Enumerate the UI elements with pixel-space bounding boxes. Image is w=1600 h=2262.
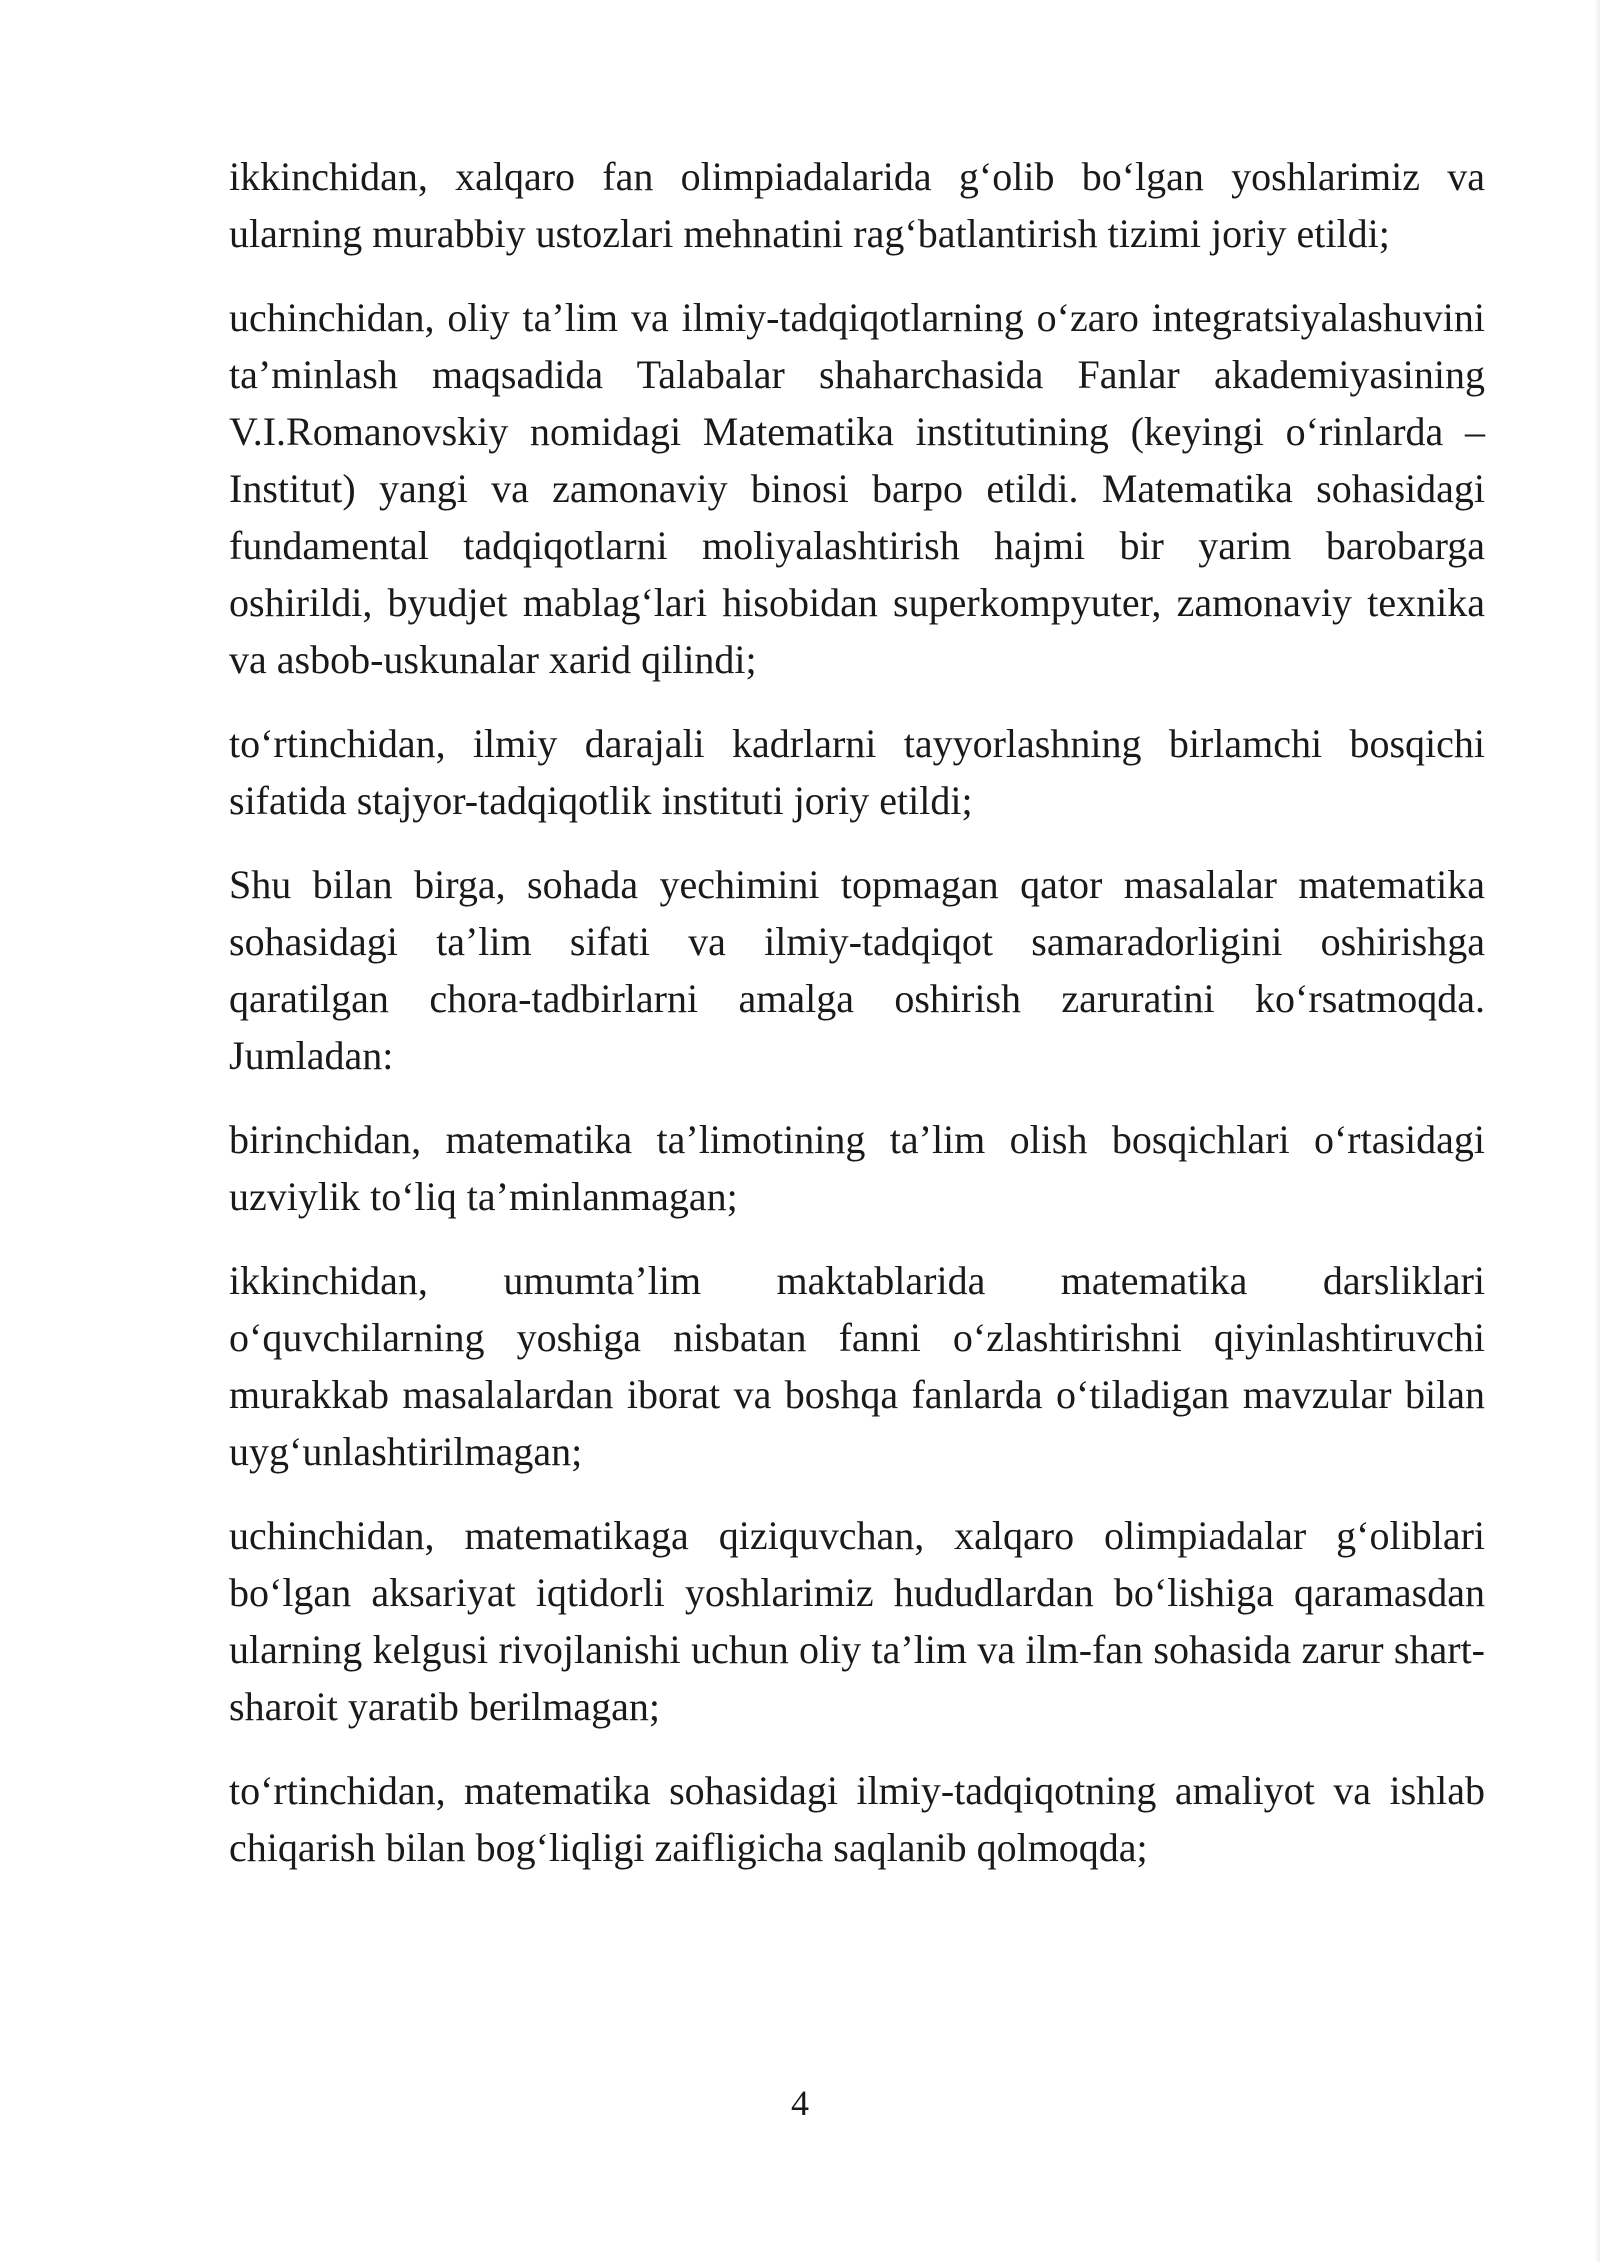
paragraph-8: to‘rtinchidan, matematika sohasidagi ilmiy-tadqiqotning amaliyot va ishlab chiqarish bilan bog‘liqligi zaifligicha saqlanib qolmoqda; (229, 1768, 1485, 1870)
paragraph-7: uchinchidan, matematikaga qiziquvchan, xalqaro olimpiadalar g‘oliblari bo‘lgan aksariyat iqtidorli yoshlarimiz hududlardan bo‘lishiga qaramasdan ularning kelgusi rivojlanishi uchun oliy ta’lim va ilm-fan sohasida zarur shart-sharoit yaratib berilmagan; (229, 1513, 1485, 1729)
page-edge-shadow (1594, 0, 1600, 2262)
paragraph-3: to‘rtinchidan, ilmiy darajali kadrlarni tayyorlashning birlamchi bosqichi sifatida stajyor-tadqiqotlik instituti joriy etildi; (229, 721, 1485, 823)
paragraph-5: birinchidan, matematika ta’limotining ta’lim olish bosqichlari o‘rtasidagi uzviylik to‘liq ta’minlanmagan; (229, 1117, 1485, 1219)
document-body (229, 148, 1485, 1903)
paragraph-2: uchinchidan, oliy ta’lim va ilmiy-tadqiqotlarning o‘zaro integratsiyalashuvini ta’minlash maqsadida Talabalar shaharchasida Fanlar akademiyasining V.I.Romanovskiy nomidagi Matematika institutining (keyingi o‘rinlarda – Institut) yangi va zamonaviy binosi barpo etildi. Matematika sohasidagi fundamental tadqiqotlarni moliyalashtirish hajmi bir yarim barobarga oshirildi, byudjet mablag‘lari hisobidan superkompyuter, zamonaviy texnika va asbob-uskunalar xarid qilindi; (229, 295, 1485, 682)
paragraph-1: ikkinchidan, xalqaro fan olimpiadalarida g‘olib bo‘lgan yoshlarimiz va ularning murabbiy ustozlari mehnatini rag‘batlantirish tizimi joriy etildi; (229, 154, 1485, 256)
page-number: 4 (791, 2083, 809, 2123)
paragraph-6: ikkinchidan, umumta’lim maktablarida matematika darsliklari o‘quvchilarning yoshiga nisbatan fanni o‘zlashtirishni qiyinlashtiruvchi murakkab masalalardan iborat va boshqa fanlarda o‘tiladigan mavzular bilan uyg‘unlashtirilmagan; (229, 1258, 1485, 1474)
paragraph-4: Shu bilan birga, sohada yechimini topmagan qator masalalar matematika sohasidagi ta’lim sifati va ilmiy-tadqiqot samaradorligini oshirishga qaratilgan chora-tadbirlarni amalga oshirish zaruratini ko‘rsatmoqda. Jumladan: (229, 862, 1485, 1078)
